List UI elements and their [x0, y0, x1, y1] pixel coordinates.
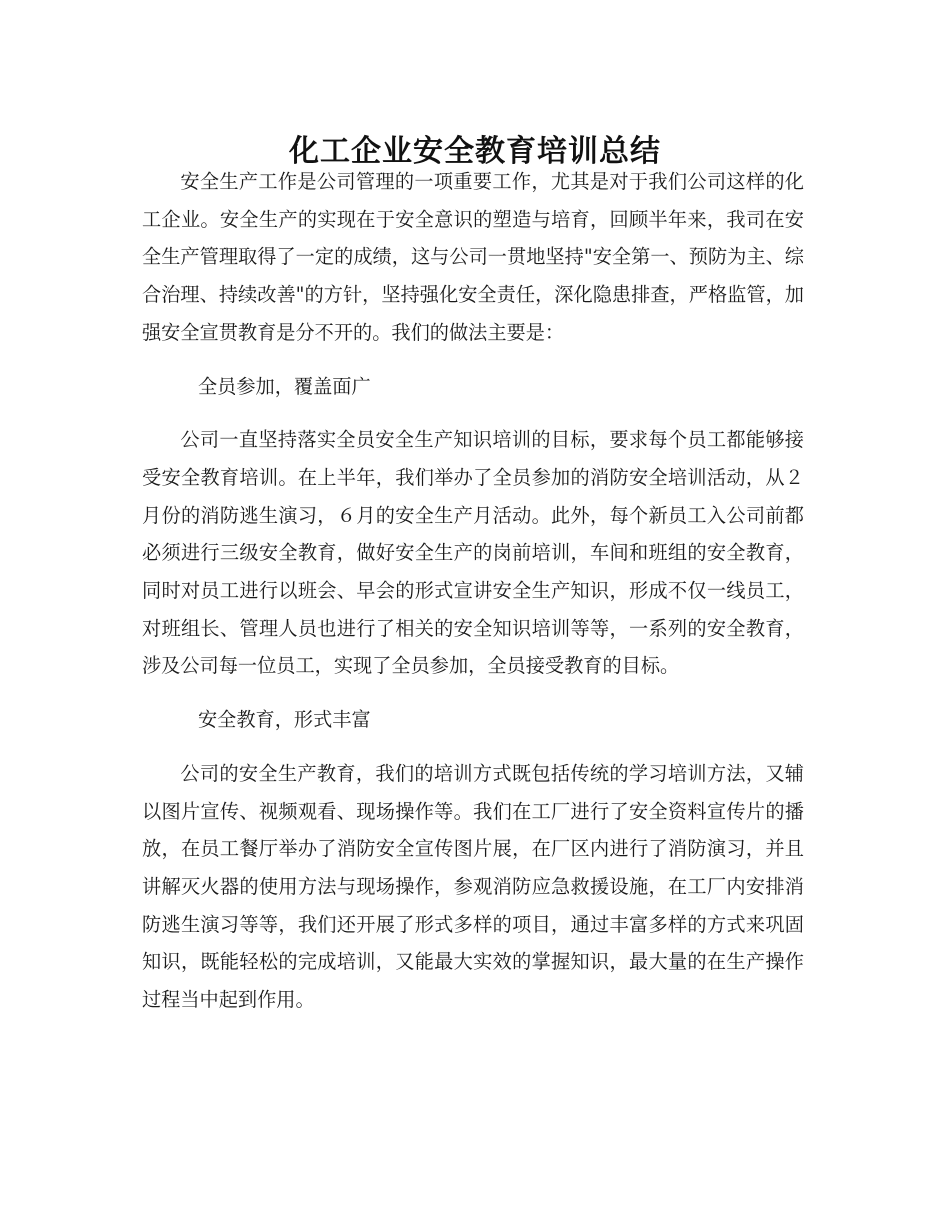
section-paragraph-2: 公司的安全生产教育，我们的培训方式既包括传统的学习培训方法，又辅以图片宣传、视频观看、现场操作等。我们在工厂进行了安全资料宣传片的播放，在员工餐厅举办了消防安全宣传图片展，在厂区内进行了消防演习，并且讲解灭火器的使用方法与现场操作，参观消防应急救援设施，在工厂内安排消防逃生演习等等，我们还开展了形式多样的项目，通过丰富多样的方式来巩固知识，既能轻松的完成培训，又能最大实效的掌握知识，最大量的在生产操作过程当中起到作用。	[142, 761, 804, 1012]
intro-paragraph: 安全生产工作是公司管理的一项重要工作，尤其是对于我们公司这样的化工企业。安全生产的实现在于安全意识的塑造与培育，回顾半年来，我司在安全生产管理取得了一定的成绩，这与公司一贯地坚持"安全第一、预防为主、综合治理、持续改善"的方针，坚持强化安全责任，深化隐患排查，严格监管，加强安全宣贯教育是分不开的。我们的做法主要是：	[142, 170, 804, 344]
document-body	[142, 163, 804, 1019]
section-paragraph-1: 公司一直坚持落实全员安全生产知识培训的目标，要求每个员工都能够接受安全教育培训。在上半年，我们举办了全员参加的消防安全培训活动，从２月份的消防逃生演习，６月的安全生产月活动。此外，每个新员工入公司前都必须进行三级安全教育，做好安全生产的岗前培训，车间和班组的安全教育，同时对员工进行以班会、早会的形式宣讲安全生产知识，形成不仅一线员工，对班组长、管理人员也进行了相关的安全知识培训等等，一系列的安全教育，涉及公司每一位员工，实现了全员参加，全员接受教育的目标。	[142, 428, 804, 678]
section-heading-1: 全员参加，覆盖面广	[198, 374, 371, 398]
section-heading-2: 安全教育，形式丰富	[198, 708, 371, 732]
page-title: 化工企业安全教育培训总结	[289, 134, 661, 170]
paragraph-gap	[142, 352, 804, 368]
paragraph-gap	[142, 685, 804, 701]
paragraph-gap	[142, 739, 804, 755]
paragraph-gap	[142, 405, 804, 421]
